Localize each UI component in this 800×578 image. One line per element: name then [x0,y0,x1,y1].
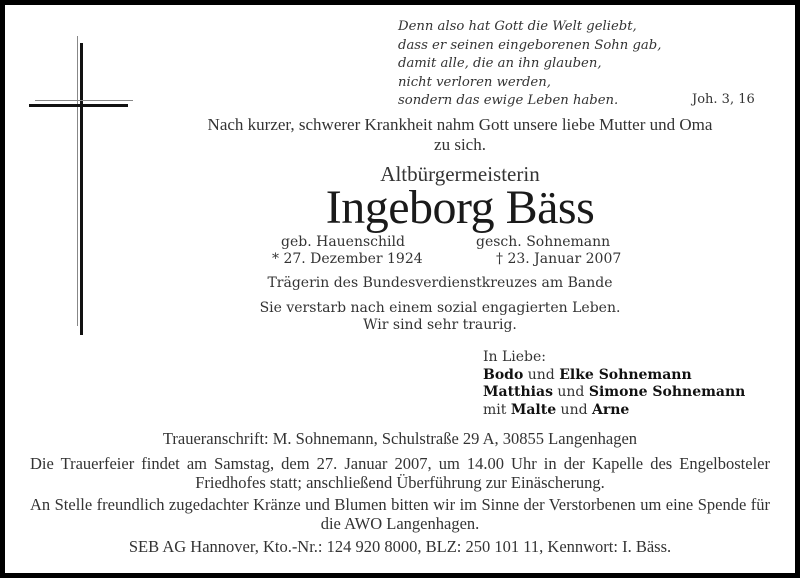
bank-details: SEB AG Hannover, Kto.-Nr.: 124 920 8000, BLZ: 250 101 11, Kennwort: I. Bäss. [128,537,672,556]
family-row [483,402,745,420]
verse-line: dass er seinen eingeborenen Sohn gab, [398,37,662,53]
conjunction: mit [483,401,511,418]
closing-line-1: Sie verstarb nach einem sozial engagierten Leben. [259,300,621,316]
bible-verse [398,18,661,111]
family-member: Simone Sohnemann [588,384,746,400]
donation-info: An Stelle freundlich zugedachter Kränze und Blumen bitten wir im Sinne der Verstorbenen um eine Spende für die AWO Langenhagen. [30,495,770,533]
cross-vertical-bar [80,43,83,335]
conjunction: und [523,366,560,383]
family-signatures [483,349,745,419]
intro-line-1: Nach kurzer, schwerer Krankheit nahm Gott unsere liebe Mutter und Oma [207,115,713,134]
family-member: Bodo [483,366,524,383]
verse-reference: Joh. 3, 16 [692,92,755,107]
conjunction: und [552,384,589,400]
verse-line: Denn also hat Gott die Welt geliebt, [398,19,637,34]
closing-text [200,300,680,334]
verse-line: damit alle, die an ihn glauben, [398,56,602,71]
closing-line-2: Wir sind sehr traurig. [363,317,517,333]
cross-vertical-shadow [77,36,78,326]
family-row [483,367,745,385]
divorced-name: gesch. Sohnemann [476,234,611,250]
family-member: Matthias [483,384,553,400]
verse-line: sondern das ewige Leben haben. [398,93,619,108]
award-text: Trägerin des Bundesverdienstkreuzes am Bande [267,275,613,291]
family-row [483,384,745,402]
conjunction: und [556,401,593,418]
cross-horizontal-bar [29,104,128,107]
cross-horizontal-shadow [35,100,133,101]
ceremony-info: Die Trauerfeier findet am Samstag, dem 27. Januar 2007, um 14.00 Uhr in der Kapelle des Engelbosteler Friedhofes statt; anschließend Überführung zur Einäscherung. [30,454,770,492]
deceased-name: Ingeborg Bäss [325,181,595,234]
family-member: Arne [592,401,630,418]
family-member: Malte [510,401,557,418]
mourning-address: Traueranschrift: M. Sohnemann, Schulstraße 29 A, 30855 Langenhagen [162,429,638,448]
maiden-name: geb. Hauenschild [281,234,405,250]
death-date: † 23. Januar 2007 [496,251,622,267]
family-intro: In Liebe: [483,349,547,365]
deceased-title: Altbürgermeisterin [380,162,540,186]
verse-line: nicht verloren werden, [398,74,551,90]
intro-text [140,115,780,155]
birth-date: * 27. Dezember 1924 [272,251,423,267]
intro-line-2: zu sich. [434,135,486,154]
family-member: Elke Sohnemann [559,366,692,383]
